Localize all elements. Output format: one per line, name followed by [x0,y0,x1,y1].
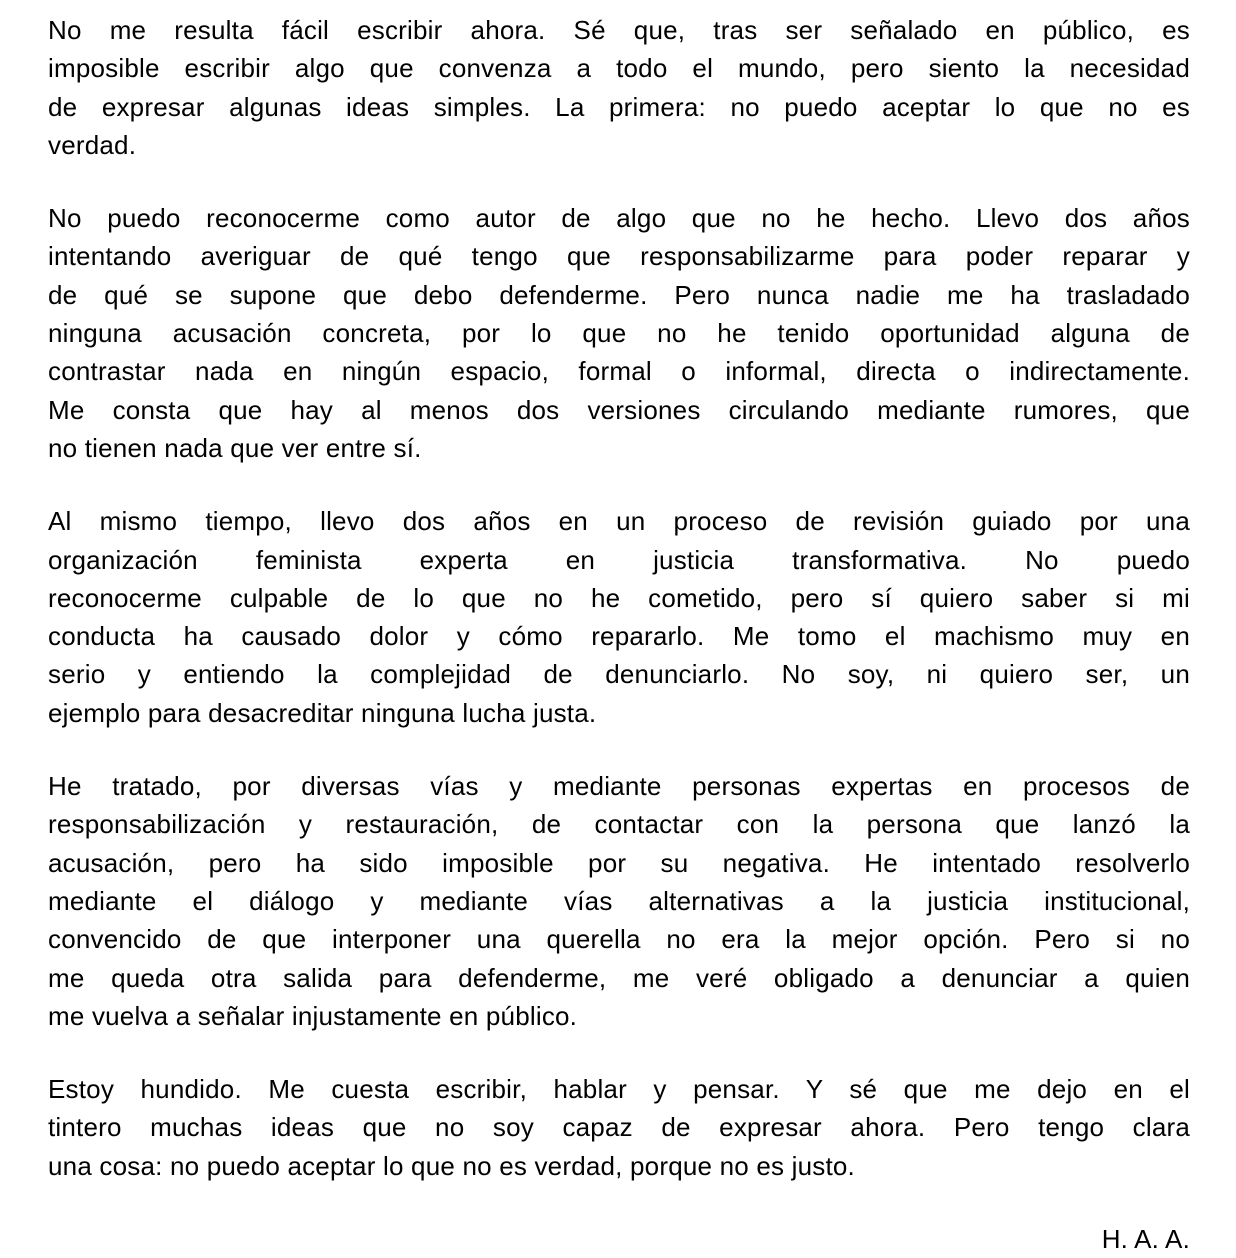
text-line: reconocerme culpable de lo que no he cometido, pero sí quiero saber si mi [48,582,1190,613]
text-line: contrastar nada en ningún espacio, formal o informal, directa o indirectamente. [48,356,1190,387]
text-line: verdad. [48,129,137,160]
text-line: no tienen nada que ver entre sí. [48,432,422,463]
text-line: intentando averiguar de qué tengo que responsabilizarme para poder reparar y [48,241,1190,272]
text-line: ninguna acusación concreta, por lo que no he tenido oportunidad alguna de [48,318,1190,349]
text-line: Estoy hundido. Me cuesta escribir, hablar y pensar. Y sé que me dejo en el [48,1074,1190,1105]
document-body [48,11,1190,1185]
signature: H. A. A. [1101,1224,1190,1255]
paragraph [48,199,1190,467]
text-line: tintero muchas ideas que no soy capaz de expresar ahora. Pero tengo clara [48,1112,1190,1143]
text-line: mediante el diálogo y mediante vías alternativas a la justicia institucional, [48,885,1190,916]
text-line: convencido de que interponer una querella no era la mejor opción. Pero si no [48,924,1190,955]
text-line: una cosa: no puedo aceptar lo que no es verdad, porque no es justo. [48,1150,855,1181]
text-line: serio y entiendo la complejidad de denunciarlo. No soy, ni quiero ser, un [48,659,1190,690]
text-line: me queda otra salida para defenderme, me veré obligado a denunciar a quien [48,962,1190,993]
text-line: de expresar algunas ideas simples. La primera: no puedo aceptar lo que no es [48,91,1190,122]
text-line: No puedo reconocerme como autor de algo que no he hecho. Llevo dos años [48,203,1190,234]
text-line: He tratado, por diversas vías y mediante personas expertas en procesos de [48,771,1190,802]
paragraph [48,502,1190,732]
text-line: No me resulta fácil escribir ahora. Sé que, tras ser señalado en público, es [48,15,1190,45]
text-line: me vuelva a señalar injustamente en público. [48,1000,578,1031]
text-line: Me consta que hay al menos dos versiones circulando mediante rumores, que [48,394,1190,425]
paragraph [48,11,1190,164]
paragraph [48,1070,1190,1185]
text-line: responsabilización y restauración, de contactar con la persona que lanzó la [48,809,1190,840]
text-line: acusación, pero ha sido imposible por su negativa. He intentado resolverlo [48,847,1190,878]
text-line: organización feminista experta en justicia transformativa. No puedo [48,544,1190,575]
text-line: de qué se supone que debo defenderme. Pero nunca nadie me ha trasladado [48,279,1190,310]
text-line: ejemplo para desacreditar ninguna lucha justa. [48,697,597,728]
text-line: imposible escribir algo que convenza a todo el mundo, pero siento la necesidad [48,53,1190,84]
text-line: conducta ha causado dolor y cómo repararlo. Me tomo el machismo muy en [48,621,1190,652]
paragraph [48,767,1190,1035]
text-line: Al mismo tiempo, llevo dos años en un proceso de revisión guiado por una [48,506,1190,537]
